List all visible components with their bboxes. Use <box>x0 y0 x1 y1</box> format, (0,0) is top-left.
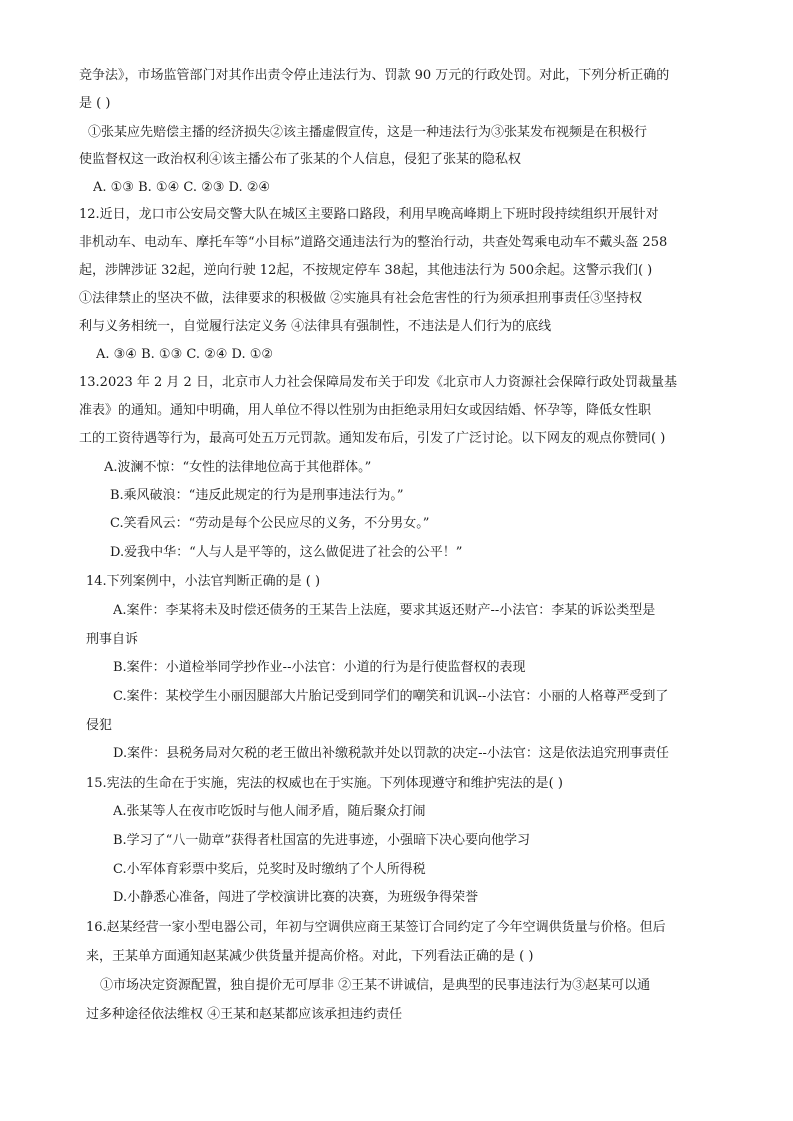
text-line: 准表》的通知。通知中明确，用人单位不得以性别为由拒绝录用妇女或因结婚、怀孕等，降低女性职 <box>79 403 652 418</box>
text-line: D.爱我中华：“人与人是平等的，这么做促进了社会的公平！” <box>110 545 463 560</box>
text-line: B.案件：小道检举同学抄作业--小法官：小道的行为是行使监督权的表现 <box>113 660 526 675</box>
text-line: C.笑看风云：“劳动是每个公民应尽的义务，不分男女。” <box>110 516 430 531</box>
text-line: 14.下列案例中，小法官判断正确的是 ( ) <box>86 574 321 589</box>
text-line: 侵犯 <box>86 718 113 733</box>
text-line: B.乘风破浪：“违反此规定的行为是刑事违法行为。” <box>110 488 404 503</box>
text-line: 13.2023 年 2 月 2 日，北京市人力社会保障局发布关于印发《北京市人力资源社会保障行政处罚裁量基 <box>79 375 677 390</box>
text-line: A.波澜不惊：“女性的法律地位高于其他群体。” <box>104 460 372 475</box>
text-line: C.案件：某校学生小丽因腿部大片胎记受到同学们的嘲笑和讥讽--小法官：小丽的人格尊严受到了 <box>113 689 669 704</box>
text-line: B.学习了“八一勋章”获得者杜国富的先进事迹，小强暗下决心要向他学习 <box>113 833 530 848</box>
text-line: A. ③④ B. ①③ C. ②④ D. ①② <box>96 347 274 362</box>
text-line: 起，涉牌涉证 32起，逆向行驶 12起，不按规定停车 38起，其他违法行为 500余起。这警示我们( ) <box>79 263 653 278</box>
text-line: D.案件：县税务局对欠税的老王做出补缴税款并处以罚款的决定--小法官：这是依法追究刑事责任 <box>113 746 669 761</box>
text-line: 使监督权这一政治权利④该主播公布了张某的个人信息，侵犯了张某的隐私权 <box>79 152 522 167</box>
text-line: A.张某等人在夜市吃饭时与他人闹矛盾，随后聚众打闹 <box>113 804 426 819</box>
text-line: ①张某应先赔偿主播的经济损失②该主播虚假宣传，这是一种违法行为③张某发布视频是在积极行 <box>88 125 648 140</box>
text-line: 利与义务相统一，自觉履行法定义务 ④法律具有强制性，不违法是人们行为的底线 <box>79 319 552 334</box>
text-line: 来，王某单方面通知赵某减少供货量并提高价格。对此，下列看法正确的是 ( ) <box>86 949 534 964</box>
text-line: 刑事自诉 <box>86 632 139 647</box>
text-line: 15.宪法的生命在于实施，宪法的权威也在于实施。下列体现遵守和维护宪法的是( ) <box>86 776 563 791</box>
text-line: A. ①③ B. ①④ C. ②③ D. ②④ <box>93 180 271 195</box>
text-line: 过多种途径依法维权 ④王某和赵某都应该承担违约责任 <box>86 1007 403 1022</box>
text-line: 是 ( ) <box>79 96 111 111</box>
text-line: 工的工资待遇等行为，最高可处五万元罚款。通知发布后，引发了广泛讨论。以下网友的观点你赞同( ) <box>79 431 666 446</box>
text-line: ①法律禁止的坚决不做，法律要求的积极做 ②实施具有社会危害性的行为须承担刑事责任③坚持权 <box>79 291 643 306</box>
text-line: 竞争法》，市场监管部门对其作出责令停止违法行为、罚款 90 万元的行政处罚。对此，下列分析正确的 <box>79 68 670 83</box>
text-line: 16.赵某经营一家小型电器公司，年初与空调供应商王某签订合同约定了今年空调供货量与价格。但后 <box>86 920 666 935</box>
text-line: D.小静悉心准备，闯进了学校演讲比赛的决赛，为班级争得荣誉 <box>113 890 479 905</box>
text-line: C.小军体育彩票中奖后，兑奖时及时缴纳了个人所得税 <box>113 862 426 877</box>
text-line: 非机动车、电动车、摩托车等“小目标”道路交通违法行为的整治行动，共查处驾乘电动车不戴头盔 258 <box>79 235 668 250</box>
text-line: ①市场决定资源配置，独自提价无可厚非 ②王某不讲诚信，是典型的民事违法行为③赵某可以通 <box>100 978 651 993</box>
text-line: 12.近日，龙口市公安局交警大队在城区主要路口路段，利用早晚高峰期上下班时段持续组织开展针对 <box>79 207 659 222</box>
text-line: A.案件：李某将未及时偿还债务的王某告上法庭，要求其返还财产--小法官：李某的诉讼类型是 <box>113 603 656 618</box>
